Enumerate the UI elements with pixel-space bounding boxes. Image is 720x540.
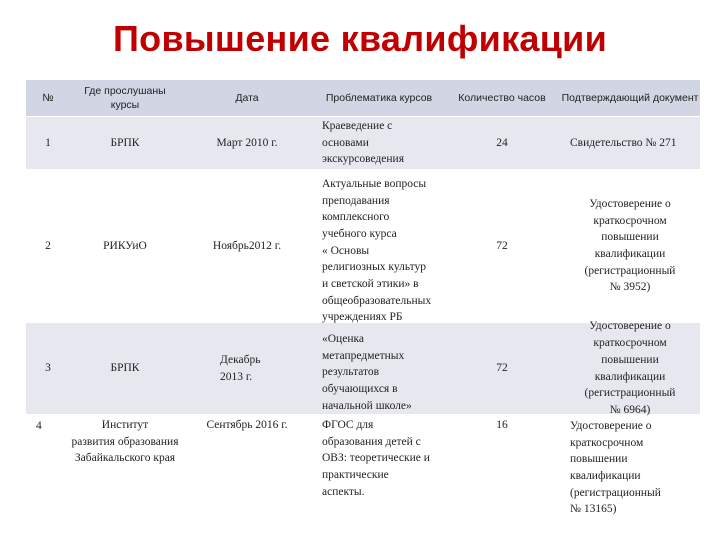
qualification-table	[26, 80, 700, 525]
course-date: Март 2010 г.	[216, 136, 278, 149]
column-header-date: Дата	[235, 91, 259, 104]
column-header-document: Подтверждающий документ	[561, 91, 699, 104]
column-header-place: Где прослушаны курсы	[84, 84, 166, 111]
row-number: 4	[36, 420, 42, 432]
course-topic: Краеведение с основами экскурсоведения	[322, 120, 404, 166]
course-date: Сентябрь 2016 г.	[206, 419, 288, 431]
column-header-topic: Проблематика курсов	[325, 91, 433, 104]
course-place: РИКУиО	[103, 239, 147, 252]
column-header-number: №	[42, 91, 54, 104]
course-place: БРПК	[110, 362, 140, 375]
course-date: Декабрь 2013 г.	[220, 353, 261, 383]
course-topic: «Оценка метапредметных результатов обучающихся в начальной школе»	[322, 333, 412, 412]
course-hours: 24	[496, 136, 508, 149]
course-topic: ФГОС для образования детей с ОВЗ: теоретические и практические аспекты.	[322, 419, 430, 498]
course-date: Ноябрь2012 г.	[212, 239, 282, 252]
table-header-row	[26, 80, 700, 117]
course-place: Институт развития образования Забайкальского края	[71, 419, 179, 465]
course-document: Свидетельство № 271	[570, 136, 677, 149]
course-hours: 72	[496, 239, 508, 252]
course-place: БРПК	[110, 136, 140, 149]
page-title: Повышение квалификации	[112, 18, 608, 59]
course-document: Удостоверение о краткосрочном повышении квалификации (регистрационный № 3952)	[584, 197, 676, 294]
table-row	[26, 320, 700, 416]
table-row	[26, 415, 700, 525]
course-hours: 16	[496, 419, 508, 431]
course-document: Удостоверение о краткосрочном повышении квалификации (регистрационный № 13165)	[570, 420, 661, 516]
table-row	[26, 170, 700, 323]
course-topic: Актуальные вопросы преподавания комплексного учебного курса « Основы религиозных культур и светской этики» в общеобразовательных учреждениях РБ	[322, 178, 432, 324]
table-row	[26, 117, 700, 170]
row-number: 1	[45, 136, 51, 149]
row-number: 3	[45, 362, 51, 375]
row-number: 2	[45, 239, 51, 252]
course-hours: 72	[496, 362, 508, 375]
course-document: Удостоверение о краткосрочном повышении квалификации (регистрационный № 6964)	[584, 320, 676, 416]
column-header-hours: Количество часов	[458, 91, 546, 104]
